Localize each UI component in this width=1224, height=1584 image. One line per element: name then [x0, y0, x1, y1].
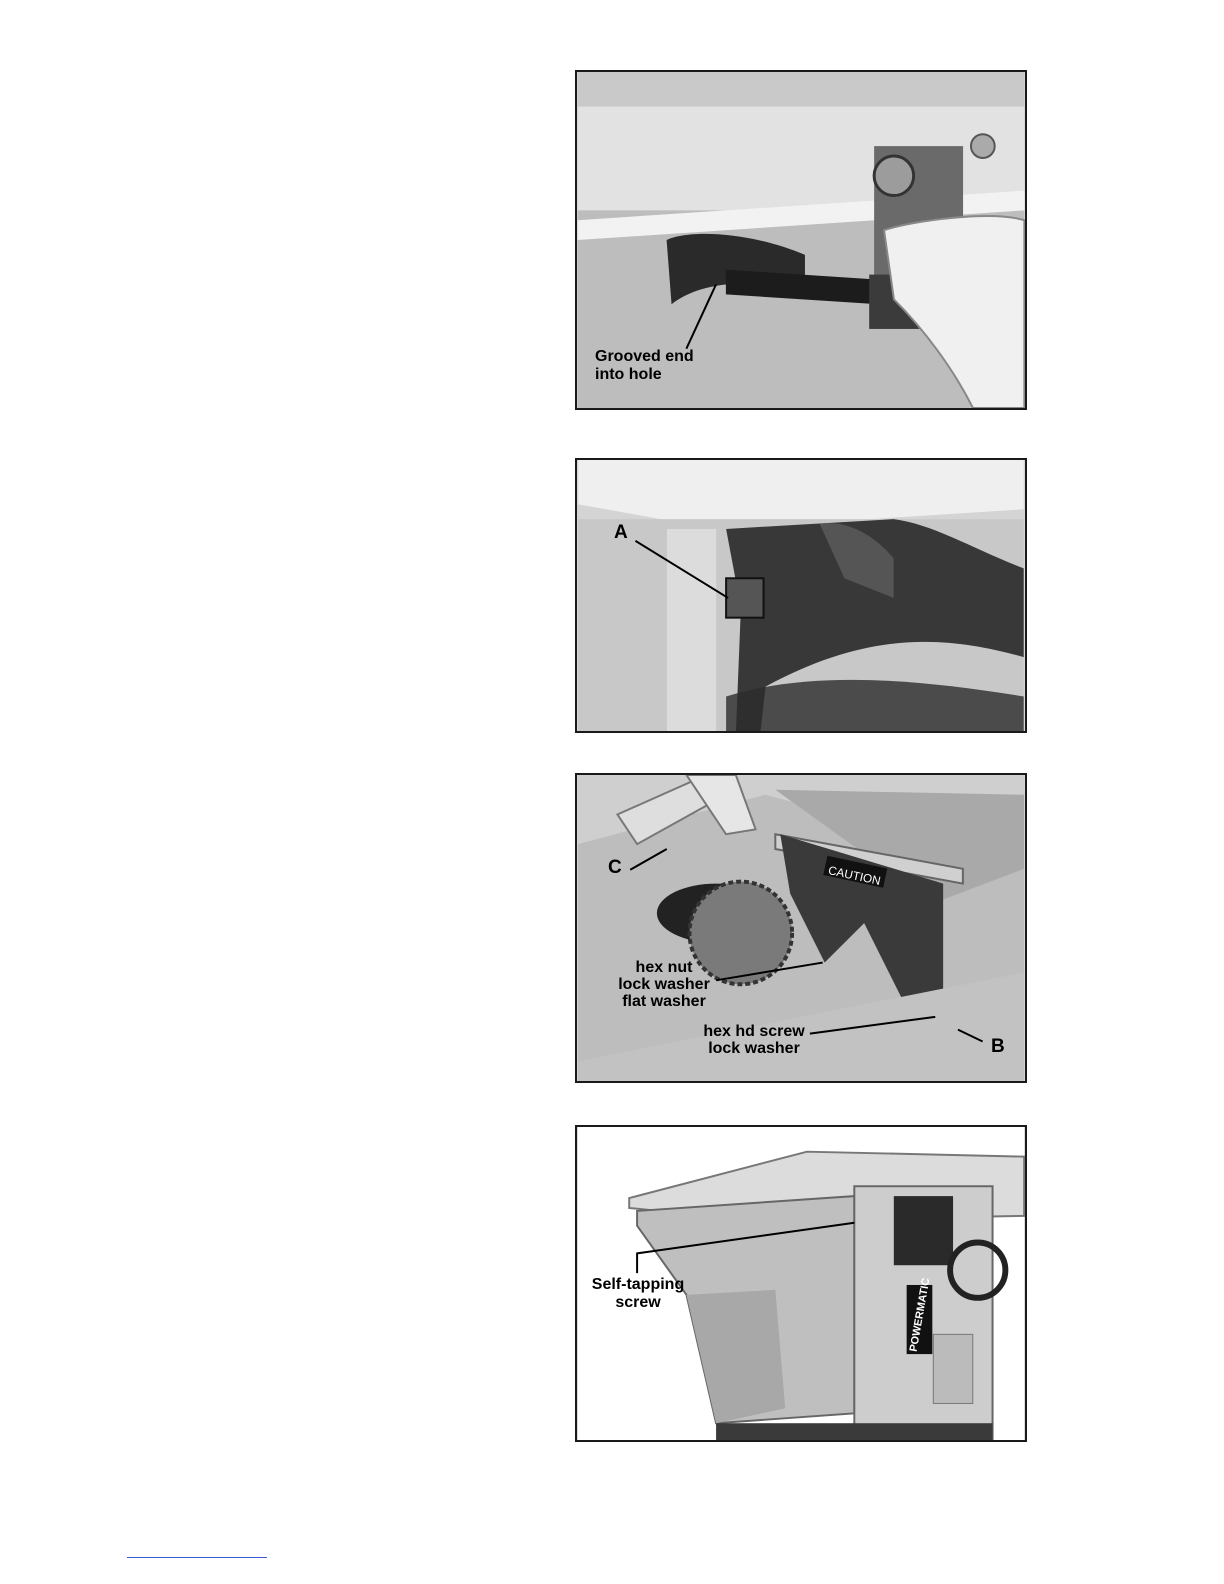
callout-hex-nut: hex nut	[635, 959, 693, 976]
figure-label-a	[575, 458, 1027, 733]
callout-grooved-end: Grooved end	[595, 348, 694, 365]
callout-screw: screw	[615, 1294, 661, 1311]
callout-into-hole: into hole	[595, 366, 662, 383]
callout-hex-hd-screw: hex hd screw	[703, 1023, 805, 1040]
footer-rule	[127, 1557, 267, 1558]
callout-lock-washer-1: lock washer	[618, 976, 710, 993]
brand-label: POWERMATIC	[907, 1277, 933, 1353]
figure-splitter	[575, 773, 1027, 1083]
callout-flat-washer: flat washer	[622, 993, 706, 1010]
callout-c: C	[608, 857, 622, 878]
callout-b: B	[991, 1036, 1005, 1057]
figure-self-tapping	[575, 1125, 1027, 1442]
caution-sign: CAUTION	[826, 863, 882, 888]
callout-self-tapping: Self-tapping	[591, 1276, 685, 1293]
photo-trunnion-bracket	[577, 460, 1025, 731]
callout-a: A	[614, 522, 628, 543]
callout-lock-washer-2: lock washer	[708, 1040, 800, 1057]
figure-grooved-end	[575, 70, 1027, 410]
